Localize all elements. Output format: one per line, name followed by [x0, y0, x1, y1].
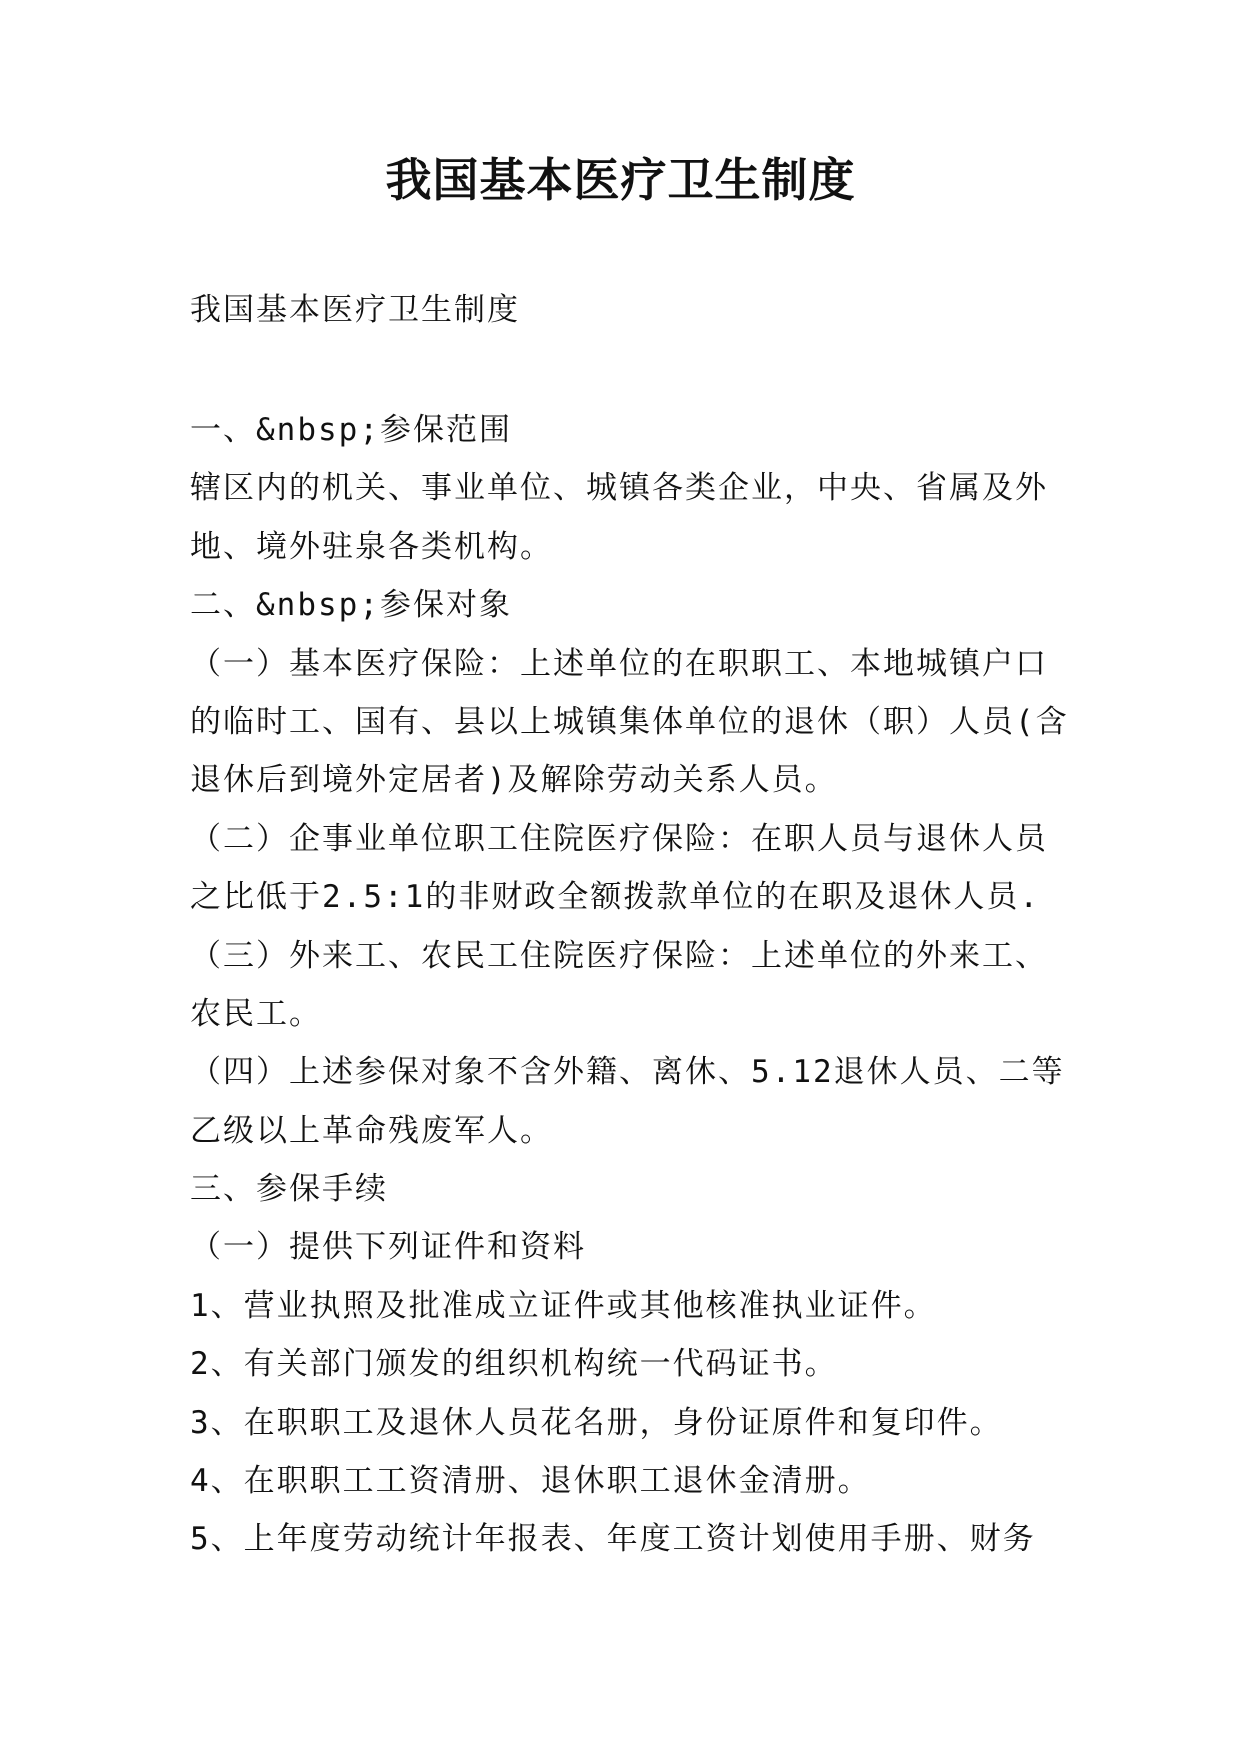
body-line: （一）提供下列证件和资料	[190, 1229, 586, 1266]
body-line: 2、有关部门颁发的组织机构统一代码证书。	[190, 1346, 838, 1383]
body-line: 1、营业执照及批准成立证件或其他核准执业证件。	[190, 1287, 937, 1324]
body-line: 5、上年度劳动统计年报表、年度工资计划使用手册、财务	[190, 1521, 1036, 1558]
body-line: （四）上述参保对象不含外籍、离休、5.12退休人员、二等	[190, 1054, 1065, 1091]
body-line: （二）企事业单位职工住院医疗保险：在职人员与退休人员	[190, 820, 1048, 857]
body-line: 农民工。	[190, 995, 322, 1032]
body-line: 3、在职职工及退休人员花名册，身份证原件和复印件。	[190, 1404, 1003, 1441]
body-line: 退休后到境外定居者)及解除劳动关系人员。	[190, 762, 838, 799]
body-line: 一、&nbsp;参保范围	[190, 412, 512, 448]
document-title: 我国基本医疗卫生制度	[385, 153, 856, 207]
body-line: 二、&nbsp;参保对象	[190, 587, 512, 624]
body-line: 三、参保手续	[190, 1171, 388, 1208]
body-line: 乙级以上革命残废军人。	[190, 1112, 553, 1149]
document-body	[190, 410, 1090, 1578]
body-line: 辖区内的机关、事业单位、城镇各类企业，中央、省属及外	[190, 470, 1048, 507]
body-line: 地、境外驻泉各类机构。	[190, 528, 553, 565]
document-subtitle: 我国基本医疗卫生制度	[190, 292, 520, 328]
body-line: 之比低于2.5:1的非财政全额拨款单位的在职及退休人员.	[190, 879, 1040, 916]
body-line: （三）外来工、农民工住院医疗保险：上述单位的外来工、	[190, 937, 1048, 974]
body-line: 的临时工、国有、县以上城镇集体单位的退休（职）人员(含	[190, 703, 1069, 740]
body-line: 4、在职职工工资清册、退休职工退休金清册。	[190, 1463, 871, 1500]
body-line: （一）基本医疗保险：上述单位的在职职工、本地城镇户口	[190, 645, 1048, 682]
